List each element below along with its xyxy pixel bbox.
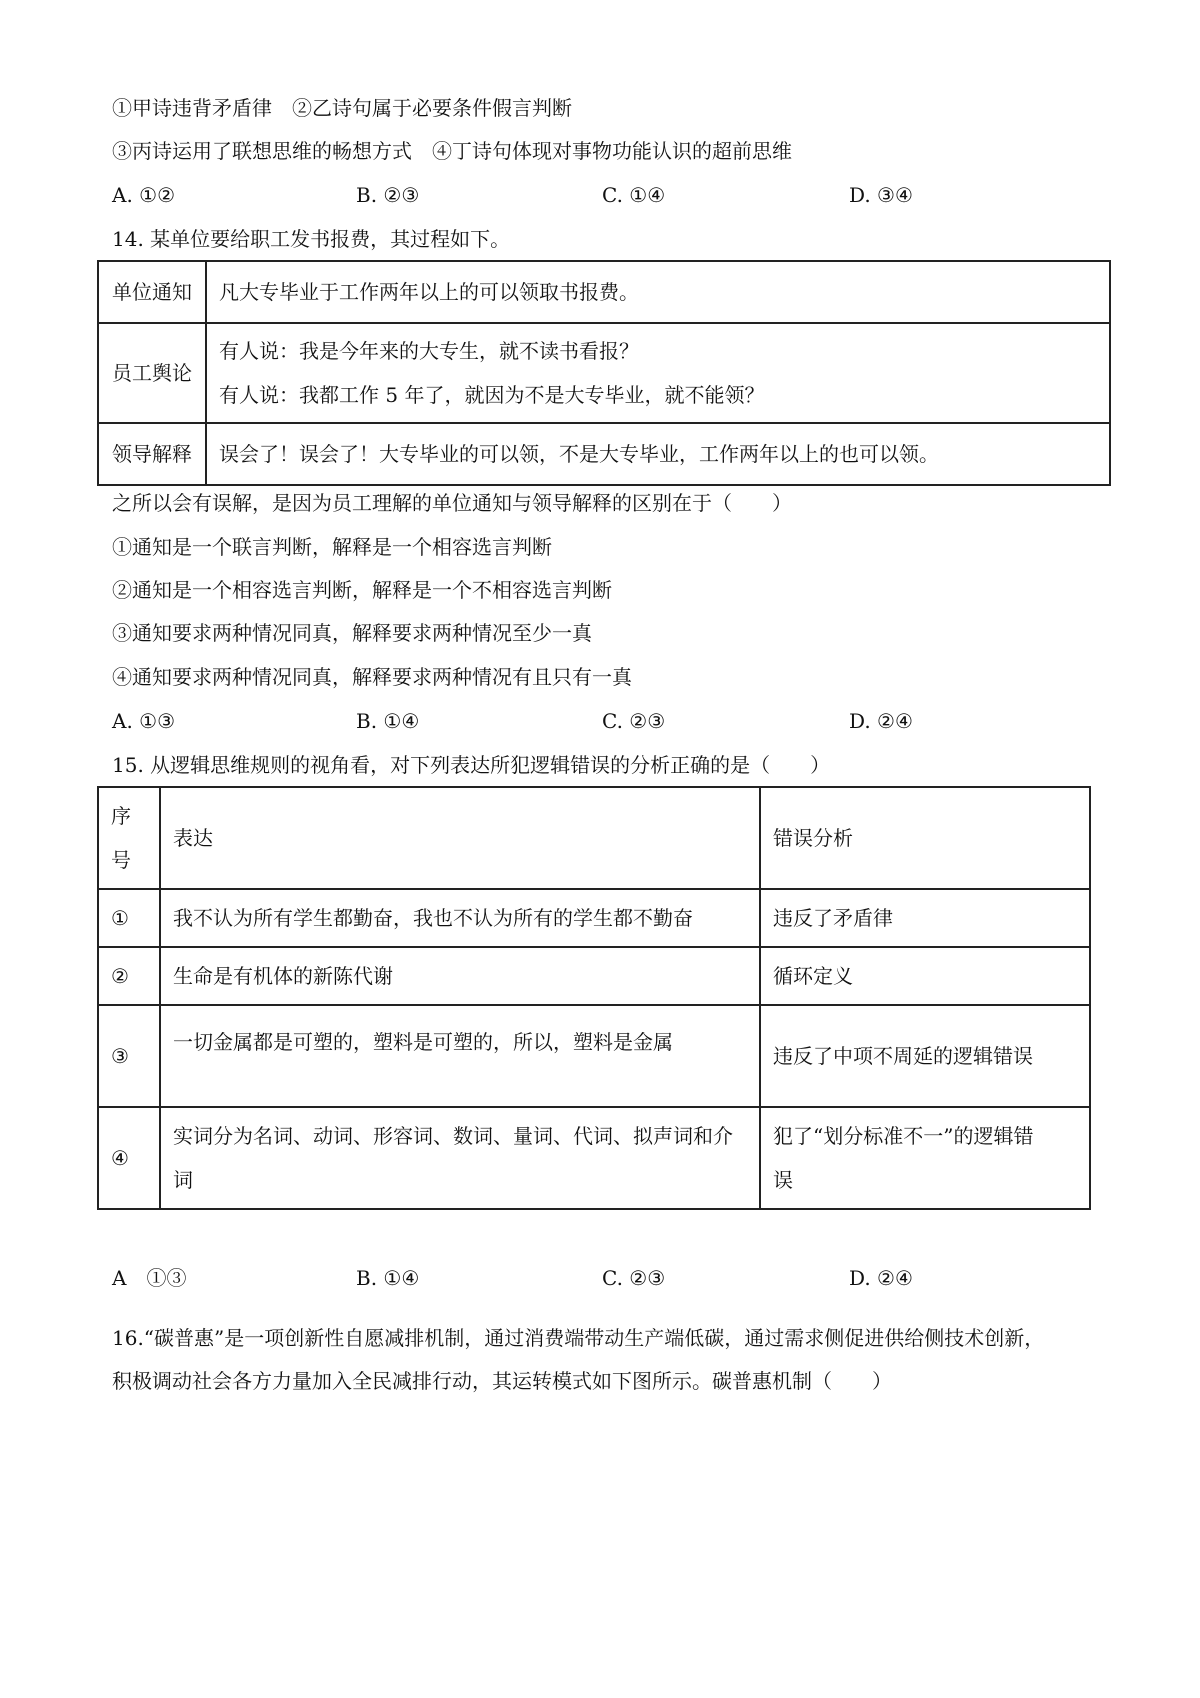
q15-stem: 15. 从逻辑思维规则的视角看，对下列表达所犯逻辑错误的分析正确的是（ ） — [112, 753, 831, 777]
table-row — [98, 423, 1110, 485]
q14-statement-4: ④通知要求两种情况同真，解释要求两种情况有且只有一真 — [112, 665, 632, 689]
q15-option-b[interactable]: B. ①④ — [356, 1266, 420, 1290]
q14-question: 之所以会有误解，是因为员工理解的单位通知与领导解释的区别在于（ ） — [112, 491, 792, 515]
q15-row-seq: ② — [98, 947, 160, 1005]
q14-options — [112, 708, 1012, 734]
q16-line-2: 积极调动社会各方力量加入全民减排行动，其运转模式如下图所示。碳普惠机制（ ） — [112, 1369, 892, 1393]
q14-table — [97, 260, 1111, 486]
q15-row-expression: 我不认为所有学生都勤奋，我也不认为所有的学生都不勤奋 — [160, 889, 760, 947]
q14-row-label: 领导解释 — [98, 423, 206, 485]
table-row — [98, 947, 1090, 1005]
q14-row-label: 员工舆论 — [98, 323, 206, 423]
q15-row-seq: ① — [98, 889, 160, 947]
q15-options — [112, 1265, 1012, 1291]
q15-header-analysis: 错误分析 — [760, 787, 1090, 889]
q15-row-analysis: 违反了中项不周延的逻辑错误 — [760, 1005, 1090, 1107]
q14-row-text: 有人说：我是今年来的大专生，就不读书看报？ 有人说：我都工作 5 年了，就因为不是大专毕业，就不能领？ — [206, 323, 1110, 423]
q15-row-analysis: 违反了矛盾律 — [760, 889, 1090, 947]
q15-row-seq: ④ — [98, 1107, 160, 1209]
q15-row-seq: ③ — [98, 1005, 160, 1107]
q16-line-1: 16.“碳普惠”是一项创新性自愿减排机制，通过消费端带动生产端低碳，通过需求侧促进供给侧技术创新， — [112, 1326, 1045, 1350]
q14-row-text: 凡大专毕业于工作两年以上的可以领取书报费。 — [206, 261, 1110, 323]
q14-row-text: 误会了！误会了！大专毕业的可以领，不是大专毕业，工作两年以上的也可以领。 — [206, 423, 1110, 485]
q15-row-analysis: 循环定义 — [760, 947, 1090, 1005]
q14-option-a[interactable]: A. ①③ — [112, 709, 176, 733]
q15-table — [97, 786, 1091, 1210]
table-row — [98, 261, 1110, 323]
q13-option-d[interactable]: D. ③④ — [849, 183, 913, 207]
q13-options — [112, 182, 1012, 208]
table-row — [98, 1107, 1090, 1209]
q15-row-expression: 生命是有机体的新陈代谢 — [160, 947, 760, 1005]
q15-option-d[interactable]: D. ②④ — [849, 1266, 913, 1290]
q14-statement-2: ②通知是一个相容选言判断，解释是一个不相容选言判断 — [112, 578, 612, 602]
table-row — [98, 889, 1090, 947]
q15-row-expression: 一切金属都是可塑的，塑料是可塑的，所以，塑料是金属 — [160, 1005, 760, 1107]
q13-statement-1: ①甲诗违背矛盾律 ②乙诗句属于必要条件假言判断 — [112, 96, 572, 120]
q14-option-c[interactable]: C. ②③ — [602, 709, 666, 733]
q15-option-a[interactable]: A ①③ — [112, 1266, 187, 1290]
q14-row-label: 单位通知 — [98, 261, 206, 323]
q13-option-c[interactable]: C. ①④ — [602, 183, 666, 207]
q13-statement-2: ③丙诗运用了联想思维的畅想方式 ④丁诗句体现对事物功能认识的超前思维 — [112, 139, 792, 163]
q14-stem: 14. 某单位要给职工发书报费，其过程如下。 — [112, 227, 511, 251]
q14-statement-1: ①通知是一个联言判断，解释是一个相容选言判断 — [112, 535, 552, 559]
q14-statement-3: ③通知要求两种情况同真，解释要求两种情况至少一真 — [112, 621, 592, 645]
q13-option-a[interactable]: A. ①② — [112, 183, 176, 207]
table-row — [98, 1005, 1090, 1107]
q13-option-b[interactable]: B. ②③ — [356, 183, 420, 207]
q15-row-expression: 实词分为名词、动词、形容词、数词、量词、代词、拟声词和介 词 — [160, 1107, 760, 1209]
q14-option-d[interactable]: D. ②④ — [849, 709, 913, 733]
table-row — [98, 323, 1110, 423]
q14-option-b[interactable]: B. ①④ — [356, 709, 420, 733]
q15-option-c[interactable]: C. ②③ — [602, 1266, 666, 1290]
q15-header-expression: 表达 — [160, 787, 760, 889]
q15-header-seq: 序 号 — [98, 787, 160, 889]
table-row — [98, 787, 1090, 889]
q15-row-analysis: 犯了“划分标准不一”的逻辑错 误 — [760, 1107, 1090, 1209]
